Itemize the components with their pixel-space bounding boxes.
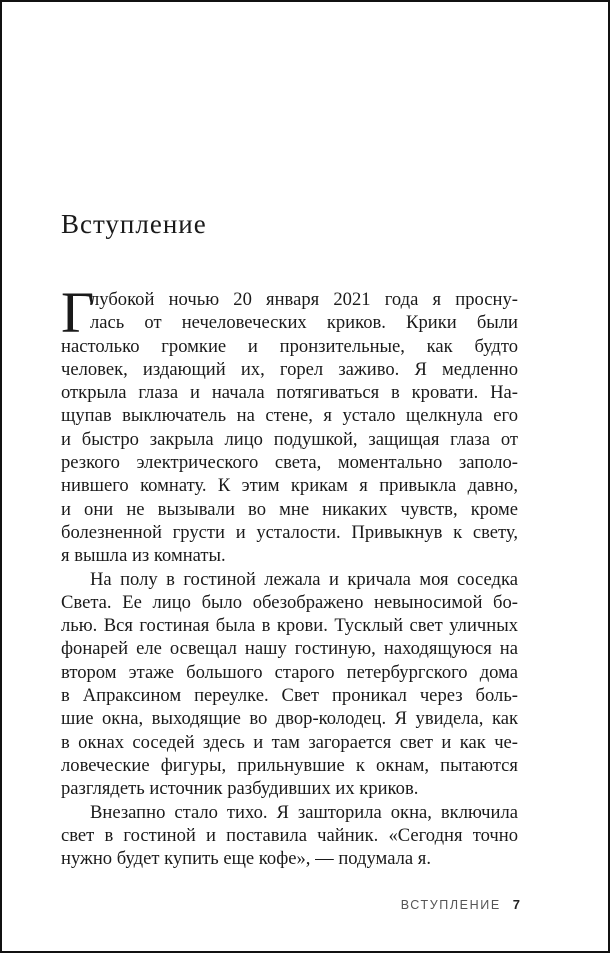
text-line: болезненной грусти и усталости. Привыкнув к свету, <box>61 521 518 543</box>
text-line: нившего комнату. К этим крикам я привыкла давно, <box>61 475 518 497</box>
text-line: На полу в гостиной лежала и кричала моя соседка <box>90 568 518 590</box>
chapter-body <box>61 280 518 870</box>
text-line: открыла глаза и начала потягиваться в кровати. На- <box>61 382 518 404</box>
text-line: Света. Ее лицо было обезображено невыносимой бо- <box>61 591 518 613</box>
running-head: ВСТУПЛЕНИЕ <box>400 898 501 912</box>
text-line: лью. Вся гостиная была в крови. Тусклый свет уличных <box>61 615 518 637</box>
text-line: резкого электрического света, моментально заполо- <box>61 452 518 474</box>
text-line: ловеческие фигуры, прильнувшие к окнам, пытаются <box>61 754 518 776</box>
text-line: и они не вызывали во мне никаких чувств, кроме <box>61 498 518 520</box>
page-footer <box>401 897 520 912</box>
drop-cap: Г <box>61 280 95 345</box>
text-line: фонарей еле освещал нашу гостиную, находящуюся на <box>61 638 518 660</box>
text-line: нужно будет купить еще кофе», — подумала я. <box>61 848 431 870</box>
text-line: человек, издающий их, горел заживо. Я медленно <box>61 358 518 380</box>
text-line: свет в гостиной и поставила чайник. «Сегодня точно <box>61 824 518 846</box>
chapter-title: Вступление <box>61 209 207 239</box>
text-line: лась от нечеловеческих криков. Крики были <box>90 312 518 334</box>
text-line: в Апраксином переулке. Свет проникал через боль- <box>61 685 518 707</box>
text-line: шие окна, выходящие во двор-колодец. Я увидела, как <box>61 708 518 730</box>
text-line: втором этаже большого старого петербургского дома <box>61 661 518 683</box>
text-line: лубокой ночью 20 января 2021 года я просну- <box>90 289 518 310</box>
text-line: щупав выключатель на стене, я устало щелкнула его <box>61 405 518 427</box>
text-line: Внезапно стало тихо. Я зашторила окна, включила <box>90 801 518 823</box>
text-line: настолько громкие и пронзительные, как будто <box>61 335 518 357</box>
page-number: 7 <box>512 897 520 912</box>
text-line: разглядеть источник разбудивших их криков. <box>61 778 419 800</box>
text-line: и быстро закрыла лицо подушкой, защищая глаза от <box>61 428 518 450</box>
text-line: в окнах соседей здесь и там загорается свет и как че- <box>61 731 518 753</box>
text-line: я вышла из комнаты. <box>61 545 226 567</box>
